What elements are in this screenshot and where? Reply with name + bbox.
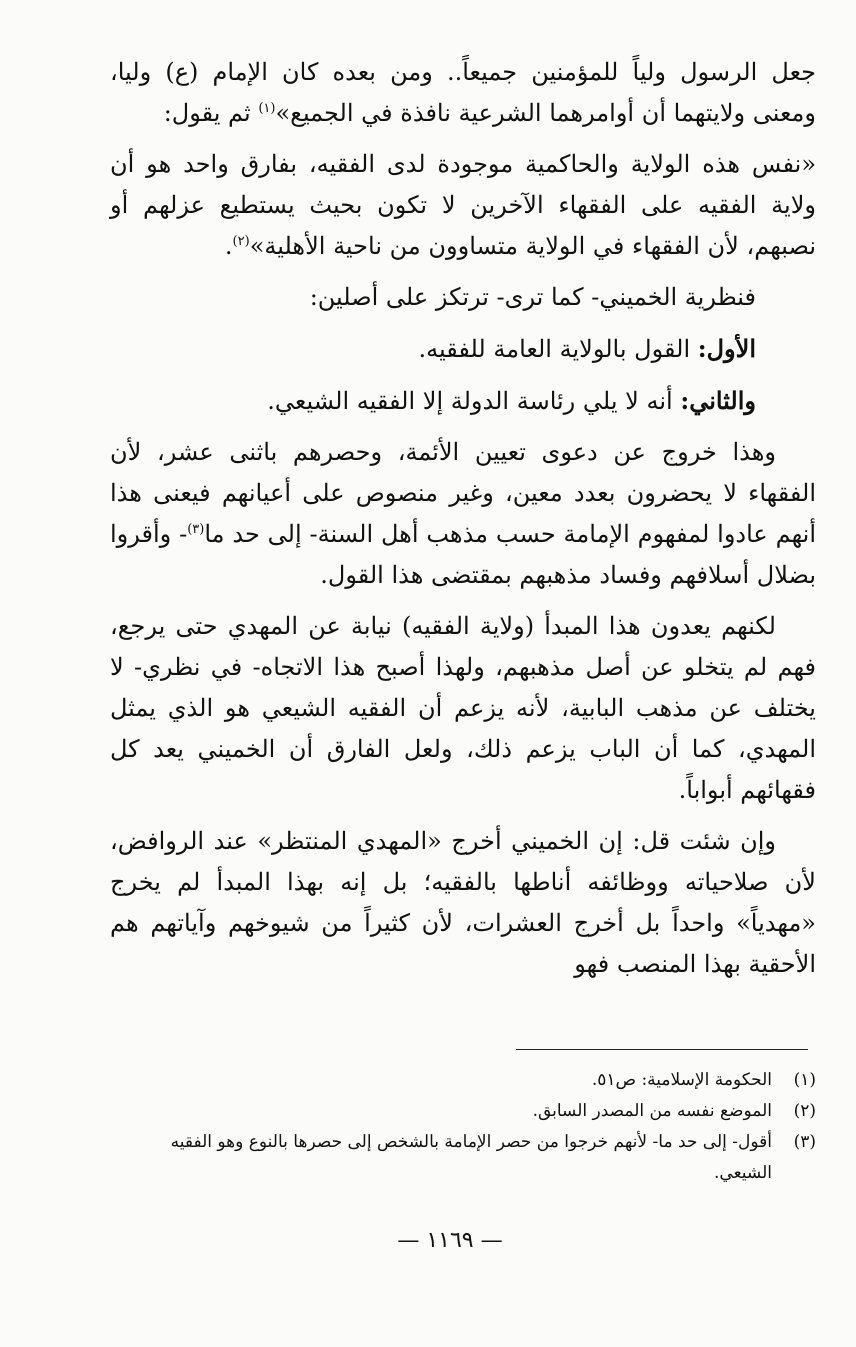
paragraph-1-tail: ثم يقول: xyxy=(163,99,259,127)
footnote-ref-2[interactable]: (٢) xyxy=(232,234,250,249)
paragraph-4 xyxy=(110,328,816,370)
footnote-text: الموضع نفسه من المصدر السابق. xyxy=(532,1101,772,1121)
principle-2-label: والثاني: xyxy=(680,386,756,415)
footnotes xyxy=(110,1065,816,1189)
paragraph-2-text: «نفس هذه الولاية والحاكمية موجودة لدى الفقيه، بفارق واحد هو أن ولاية الفقيه على الفقهاء الآخرين لا تكون بحيث يستطيع عزلهم أو نصبهم، لأن الفقهاء في الولاية متساوون من ناحية الأهلية» xyxy=(110,150,816,260)
footnote-text: الحكومة الإسلامية: ص٥١. xyxy=(591,1070,772,1090)
main-text xyxy=(110,52,816,985)
paragraph-2 xyxy=(110,144,816,267)
paragraph-6-tail: - وأقروا بضلال أسلافهم وفساد مذهبهم بمقتضى هذا القول. xyxy=(110,520,816,589)
paragraph-1 xyxy=(110,52,816,134)
paragraph-5 xyxy=(110,380,816,422)
paragraph-7: لكنهم يعدون هذا المبدأ (ولاية الفقيه) نيابة عن المهدي حتى يرجع، فهم لم يتخلو عن أصل مذهبهم، ولهذا أصبح هذا الاتجاه- في نظري- لا يختلف عن مذهب البابية، لأنه يزعم أن الفقيه الشيعي هو الذي يمثل المهدي، كما أن الباب يزعم ذلك، ولعل الفارق أن الخميني يعد كل فقهائهم أبواباً. xyxy=(110,612,816,804)
principle-1-label: الأول: xyxy=(697,334,756,363)
footnote-3 xyxy=(110,1127,816,1189)
paragraph-1-text: جعل الرسول ولياً للمؤمنين جميعاً.. ومن بعده كان الإمام (ع) وليا، ومعنى ولايتهما أن أوامرهما الشرعية نافذة في الجميع» xyxy=(110,58,816,127)
paragraph-6-text: وهذا خروج عن دعوى تعيين الأئمة، وحصرهم باثنى عشر، لأن الفقهاء لا يحضرون بعدد معين، وغير منصوص على أعيانهم فيعنى هذا أنهم عادوا لمفهوم الإمامة حسب مذهب أهل السنة- إلى حد ما xyxy=(110,438,817,548)
footnote-text: أقول- إلى حد ما- لأنهم خرجوا من حصر الإمامة بالشخص إلى حصرها بالنوع وهو الفقيه الشيعي. xyxy=(170,1132,772,1183)
paragraph-6 xyxy=(110,432,816,596)
principle-2-text: أنه لا يلي رئاسة الدولة إلا الفقيه الشيعي. xyxy=(267,387,681,415)
page-number: — ١١٦٩ — xyxy=(397,1228,503,1253)
footnote-divider xyxy=(516,1049,808,1050)
footnote-number: (١) xyxy=(793,1070,816,1090)
footnote-number: (٢) xyxy=(793,1101,816,1121)
footnote-2 xyxy=(110,1096,816,1127)
footnote-ref-1[interactable]: (١) xyxy=(258,101,276,116)
paragraph-2-tail: . xyxy=(224,232,233,260)
principle-1-text: القول بالولاية العامة للفقيه. xyxy=(418,335,698,363)
footnote-number: (٣) xyxy=(793,1132,816,1152)
paragraph-3: فنظرية الخميني- كما ترى- ترتكز على أصلين: xyxy=(309,283,756,311)
footnote-1 xyxy=(110,1065,816,1096)
footnote-ref-3[interactable]: (٣) xyxy=(187,522,205,537)
paragraph-8: وإن شئت قل: إن الخميني أخرج «المهدي المنتظر» عند الروافض، لأن صلاحياته ووظائفه أناطها بالفقيه؛ بل إنه بهذا المبدأ لم يخرج «مهدياً» واحداً بل أخرج العشرات، لأن كثيراً من شيوخهم وآياتهم هم الأحقية بهذا المنصب فهو xyxy=(110,827,816,978)
